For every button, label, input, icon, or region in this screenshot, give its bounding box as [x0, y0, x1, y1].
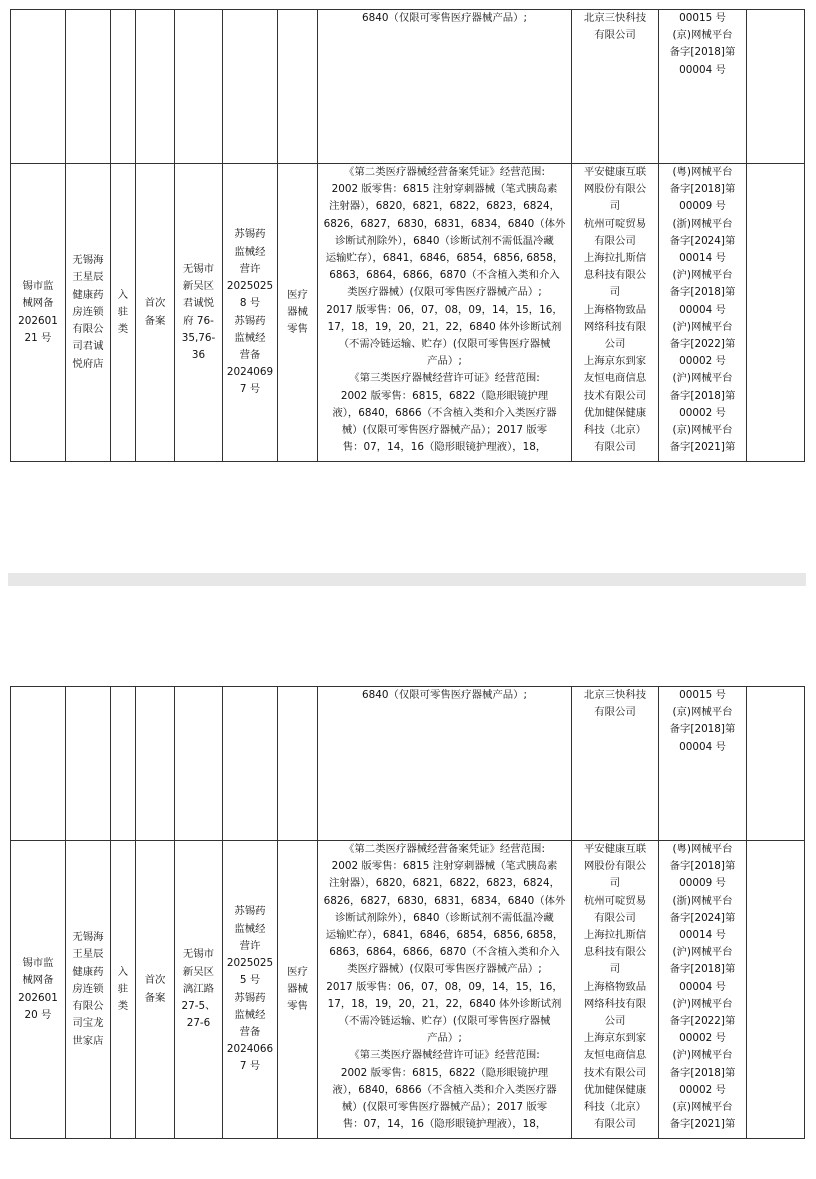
text-line: 备字[2022]第	[669, 338, 736, 351]
text-line: 零售	[287, 1000, 308, 1013]
cell-empty	[175, 687, 223, 841]
text-line: 8 号	[239, 297, 261, 310]
text-line: 6840（仅限可零售医疗器械产品）;	[361, 689, 528, 701]
text-line: 驻	[117, 305, 129, 318]
platform-cell	[572, 10, 659, 164]
text-line: 营备	[239, 1025, 261, 1038]
text-line: 零售	[287, 323, 308, 336]
text-line: 2025025	[226, 280, 274, 293]
text-line: (沪)网械平台	[672, 372, 733, 385]
text-line: 有限公	[72, 1000, 104, 1013]
text-line: 27-5、	[181, 1000, 216, 1013]
record-row	[11, 841, 805, 1139]
text-line: 21 号	[24, 331, 52, 344]
text-line: 《第二类医疗器械经营备案凭证》经营范围:	[344, 166, 545, 178]
text-line: 备字[2021]第	[669, 441, 736, 454]
text-line: 《第二类医疗器械经营备案凭证》经营范围:	[344, 843, 545, 855]
text-line: 无锡市	[182, 262, 215, 275]
license-cell	[223, 164, 278, 462]
text-line: 漓江路	[182, 982, 215, 995]
company-cell	[66, 164, 111, 462]
text-line: 北京三快科技	[583, 689, 647, 701]
text-line: 备字[2018]第	[669, 389, 736, 402]
text-line: 00015 号	[679, 689, 726, 701]
record-table-bottom	[10, 686, 805, 1139]
text-line: 医疗	[287, 288, 308, 301]
text-line: 运输贮存），6841，6846，6854，6856, 6858，	[325, 929, 564, 942]
platform-filing-cell	[659, 841, 747, 1139]
text-line: （不需冷链运输、贮存）(仅限可零售医疗器械	[338, 338, 551, 351]
text-line: 府 76-	[183, 314, 214, 327]
text-line: 监械经	[234, 245, 266, 258]
text-line: 备字[2022]第	[669, 1015, 736, 1028]
text-line: 17，18，19，20，21，22，6840 体外诊断试剂	[327, 320, 562, 333]
text-line: 17，18，19，20，21，22，6840 体外诊断试剂	[327, 997, 562, 1010]
document-page-bottom	[0, 586, 816, 1179]
text-line: 上海格物致品	[583, 980, 647, 993]
text-line: 杭州可啶贸易	[583, 217, 647, 230]
cell-empty	[747, 687, 805, 841]
scope-cell	[318, 10, 572, 164]
text-line: 注射器），6820，6821，6822，6823，6824，	[329, 877, 560, 890]
text-line: 锡市监	[22, 957, 54, 970]
text-line: 00009 号	[679, 200, 726, 213]
text-line: 00014 号	[679, 252, 726, 265]
text-line: 00004 号	[679, 740, 726, 753]
text-line: (京)网械平台	[672, 706, 733, 719]
cell-empty	[136, 687, 175, 841]
text-line: 科技（北京）	[583, 1101, 647, 1114]
company-cell	[66, 841, 111, 1139]
text-line: 有限公司	[594, 706, 636, 719]
text-line: 00004 号	[679, 303, 726, 316]
text-line: 7 号	[239, 383, 261, 396]
text-line: 00002 号	[679, 1032, 726, 1045]
text-line: 7 号	[239, 1060, 261, 1073]
text-line: 20 号	[24, 1008, 52, 1021]
text-line: (浙)网械平台	[672, 217, 733, 230]
text-line: 健康药	[72, 288, 104, 301]
platform-cell	[572, 164, 659, 462]
text-line: 械网备	[22, 974, 54, 987]
text-line: 00004 号	[679, 980, 726, 993]
text-line: 6863，6864，6866，6870（不含植入类和介入	[329, 946, 560, 959]
text-line: 息科技有限公	[583, 946, 647, 959]
text-line: 无锡市	[182, 948, 215, 961]
text-line: （不需冷链运输、贮存）(仅限可零售医疗器械	[338, 1015, 551, 1028]
text-line: 器械	[287, 982, 308, 995]
text-line: (京)网械平台	[672, 424, 733, 437]
text-line: 房连锁	[72, 305, 104, 318]
text-line: (京)网械平台	[672, 1101, 733, 1114]
text-line: 2024069	[226, 366, 274, 379]
text-line: 36	[191, 348, 206, 361]
cell-empty	[111, 687, 136, 841]
text-line: 息科技有限公	[583, 269, 647, 282]
platform-cell	[572, 687, 659, 841]
text-line: 械）(仅限可零售医疗器械产品）；2017 版零	[341, 1101, 548, 1114]
text-line: 杭州可啶贸易	[583, 894, 647, 907]
record-table-top	[10, 9, 805, 462]
text-line: (浙)网械平台	[672, 894, 733, 907]
text-line: (沪)网械平台	[672, 269, 733, 282]
platform-filing-cell	[659, 687, 747, 841]
text-line: (沪)网械平台	[672, 997, 733, 1010]
text-line: 诊断试剂除外），6840（诊断试剂不需低温冷藏	[335, 234, 554, 247]
text-line: 类医疗器械）(仅限可零售医疗器械产品）;	[347, 963, 542, 976]
text-line: 锡市监	[22, 280, 54, 293]
text-line: 有限公司	[594, 234, 636, 247]
text-line: 00015 号	[679, 12, 726, 24]
text-line: 北京三快科技	[583, 12, 647, 24]
text-line: 上海京东到家	[583, 1032, 647, 1045]
scope-cell	[318, 164, 572, 462]
text-line: 营许	[239, 939, 261, 952]
cell-empty	[66, 10, 111, 164]
filing-kind-cell	[136, 841, 175, 1139]
cell-empty	[11, 687, 66, 841]
text-line: 35,76-	[181, 331, 216, 344]
type-cell	[111, 164, 136, 462]
text-line: 备案	[144, 991, 166, 1004]
text-line: 《第三类医疗器械经营许可证》经营范围:	[349, 1049, 540, 1062]
text-line: 00004 号	[679, 63, 726, 76]
text-line: (粤)网械平台	[672, 166, 733, 178]
text-line: 技术有限公司	[583, 1066, 647, 1079]
cell-empty	[223, 10, 278, 164]
text-line: 健康药	[72, 965, 104, 978]
text-line: 产品）;	[427, 1032, 462, 1045]
text-line: 营备	[239, 348, 261, 361]
text-line: 类	[117, 323, 129, 336]
text-line: 6840（仅限可零售医疗器械产品）;	[361, 12, 528, 24]
text-line: 202601	[18, 314, 58, 327]
text-line: 网股份有限公	[583, 860, 647, 873]
text-line: 备案	[144, 314, 166, 327]
category-cell	[278, 841, 318, 1139]
address-cell	[175, 164, 223, 462]
text-line: 首次	[144, 297, 166, 310]
text-line: 司宝龙	[72, 1017, 104, 1030]
cell-empty	[278, 10, 318, 164]
text-line: 注射器），6820，6821，6822，6823，6824，	[329, 200, 560, 213]
text-line: 202601	[18, 991, 58, 1004]
text-line: 2017 版零售：06，07，08，09，14，15，16，	[326, 980, 563, 993]
text-line: 网络科技有限	[583, 997, 647, 1010]
text-line: 技术有限公司	[583, 389, 647, 402]
continuation-row	[11, 687, 805, 841]
text-line: 备字[2018]第	[669, 183, 736, 196]
record-row	[11, 164, 805, 462]
platform-filing-cell	[659, 164, 747, 462]
text-line: 驻	[117, 982, 129, 995]
text-line: 备字[2024]第	[669, 911, 736, 924]
text-line: 君诚悦	[182, 297, 215, 310]
text-line: 器械	[287, 305, 308, 318]
text-line: 无锡海	[72, 931, 104, 944]
continuation-row	[11, 10, 805, 164]
text-line: 世家店	[72, 1034, 104, 1047]
text-line: (沪)网械平台	[672, 320, 733, 333]
text-line: 无锡海	[72, 254, 104, 267]
category-cell	[278, 164, 318, 462]
text-line: 新吴区	[182, 965, 215, 978]
text-line: 类医疗器械）(仅限可零售医疗器械产品）;	[347, 286, 542, 299]
text-line: 科技（北京）	[583, 424, 647, 437]
text-line: 网络科技有限	[583, 320, 647, 333]
text-line: 液），6840，6866（不含植入类和介入类医疗器	[332, 1083, 557, 1096]
text-line: 首次	[144, 974, 166, 987]
text-line: 备字[2018]第	[669, 860, 736, 873]
text-line: 00002 号	[679, 355, 726, 368]
text-line: 械）(仅限可零售医疗器械产品）；2017 版零	[341, 424, 548, 437]
platform-cell	[572, 841, 659, 1139]
text-line: 新吴区	[182, 280, 215, 293]
scope-cell	[318, 841, 572, 1139]
text-line: 司君诚	[72, 340, 104, 353]
text-line: 有限公	[72, 323, 104, 336]
text-line: 械网备	[22, 297, 54, 310]
text-line: 6826，6827，6830，6831，6834，6840（体外	[323, 894, 566, 907]
text-line: 公司	[604, 1015, 626, 1028]
text-line: 备字[2018]第	[669, 723, 736, 736]
text-line: 有限公司	[594, 441, 636, 454]
platform-filing-cell	[659, 10, 747, 164]
filing-kind-cell	[136, 164, 175, 462]
text-line: 有限公司	[594, 911, 636, 924]
text-line: 司	[609, 963, 621, 976]
filing-no-cell	[11, 164, 66, 462]
text-line: 类	[117, 1000, 129, 1013]
text-line: 优加健保健康	[583, 406, 647, 419]
text-line: 监械经	[234, 331, 266, 344]
cell-empty	[278, 687, 318, 841]
text-line: 2025025	[226, 957, 274, 970]
text-line: 备字[2018]第	[669, 286, 736, 299]
text-line: 友恒电商信息	[583, 372, 647, 385]
text-line: 司	[609, 877, 621, 890]
text-line: 2002 版零售：6815，6822（隐形眼镜护理	[340, 1066, 549, 1079]
text-line: 王星辰	[72, 271, 104, 284]
text-line: 6863，6864，6866，6870（不含植入类和介入	[329, 269, 560, 282]
text-line: 2002 版零售：6815 注射穿刺器械（笔式胰岛素	[331, 183, 558, 196]
text-line: 00009 号	[679, 877, 726, 890]
type-cell	[111, 841, 136, 1139]
text-line: 2024066	[226, 1043, 274, 1056]
text-line: (粤)网械平台	[672, 843, 733, 855]
text-line: 27-6	[186, 1017, 211, 1030]
text-line: 备字[2018]第	[669, 963, 736, 976]
text-line: 运输贮存），6841，6846，6854，6856, 6858，	[325, 252, 564, 265]
cell-empty	[11, 10, 66, 164]
text-line: 悦府店	[72, 357, 104, 370]
cell-empty	[223, 687, 278, 841]
cell-empty	[747, 10, 805, 164]
text-line: 6826，6827，6830，6831，6834，6840（体外	[323, 217, 566, 230]
text-line: 00014 号	[679, 929, 726, 942]
text-line: 售：07，14，16（隐形眼镜护理液），18，	[342, 441, 547, 454]
text-line: 平安健康互联	[583, 166, 647, 178]
cell-empty	[747, 164, 805, 462]
text-line: 00002 号	[679, 406, 726, 419]
text-line: 公司	[604, 338, 626, 351]
text-line: 2017 版零售：06，07，08，09，14，15，16，	[326, 303, 563, 316]
text-line: (京)网械平台	[672, 29, 733, 42]
address-cell	[175, 841, 223, 1139]
cell-empty	[747, 841, 805, 1139]
text-line: 监械经	[234, 922, 266, 935]
text-line: 入	[117, 965, 129, 978]
text-line: 上海拉扎斯信	[583, 252, 647, 265]
text-line: 苏锡药	[234, 905, 266, 918]
text-line: 苏锡药	[234, 228, 266, 241]
text-line: 司	[609, 200, 621, 213]
text-line: 司	[609, 286, 621, 299]
scope-cell	[318, 687, 572, 841]
text-line: 00002 号	[679, 1083, 726, 1096]
text-line: 《第三类医疗器械经营许可证》经营范围:	[349, 372, 540, 385]
text-line: 王星辰	[72, 948, 104, 961]
text-line: 苏锡药	[234, 991, 266, 1004]
text-line: 2002 版零售：6815，6822（隐形眼镜护理	[340, 389, 549, 402]
cell-empty	[136, 10, 175, 164]
text-line: 液），6840，6866（不含植入类和介入类医疗器	[332, 406, 557, 419]
text-line: 备字[2024]第	[669, 234, 736, 247]
filing-no-cell	[11, 841, 66, 1139]
text-line: 监械经	[234, 1008, 266, 1021]
text-line: 2002 版零售：6815 注射穿刺器械（笔式胰岛素	[331, 860, 558, 873]
text-line: 备字[2018]第	[669, 1066, 736, 1079]
text-line: 入	[117, 288, 129, 301]
text-line: 备字[2018]第	[669, 46, 736, 59]
text-line: 网股份有限公	[583, 183, 647, 196]
text-line: (沪)网械平台	[672, 1049, 733, 1062]
license-cell	[223, 841, 278, 1139]
text-line: 医疗	[287, 965, 308, 978]
text-line: 友恒电商信息	[583, 1049, 647, 1062]
text-line: 5 号	[239, 974, 261, 987]
text-line: 售：07，14，16（隐形眼镜护理液），18，	[342, 1118, 547, 1131]
cell-empty	[66, 687, 111, 841]
text-line: 营许	[239, 262, 261, 275]
page-separator	[8, 573, 806, 586]
text-line: 上海京东到家	[583, 355, 647, 368]
cell-empty	[111, 10, 136, 164]
text-line: 苏锡药	[234, 314, 266, 327]
text-line: 上海拉扎斯信	[583, 929, 647, 942]
text-line: 上海格物致品	[583, 303, 647, 316]
text-line: 优加健保健康	[583, 1083, 647, 1096]
text-line: 备字[2021]第	[669, 1118, 736, 1131]
text-line: 有限公司	[594, 1118, 636, 1131]
text-line: 房连锁	[72, 982, 104, 995]
cell-empty	[175, 10, 223, 164]
text-line: (沪)网械平台	[672, 946, 733, 959]
text-line: 诊断试剂除外），6840（诊断试剂不需低温冷藏	[335, 911, 554, 924]
text-line: 有限公司	[594, 29, 636, 42]
document-page-top	[0, 0, 816, 572]
text-line: 平安健康互联	[583, 843, 647, 855]
text-line: 产品）;	[427, 355, 462, 368]
